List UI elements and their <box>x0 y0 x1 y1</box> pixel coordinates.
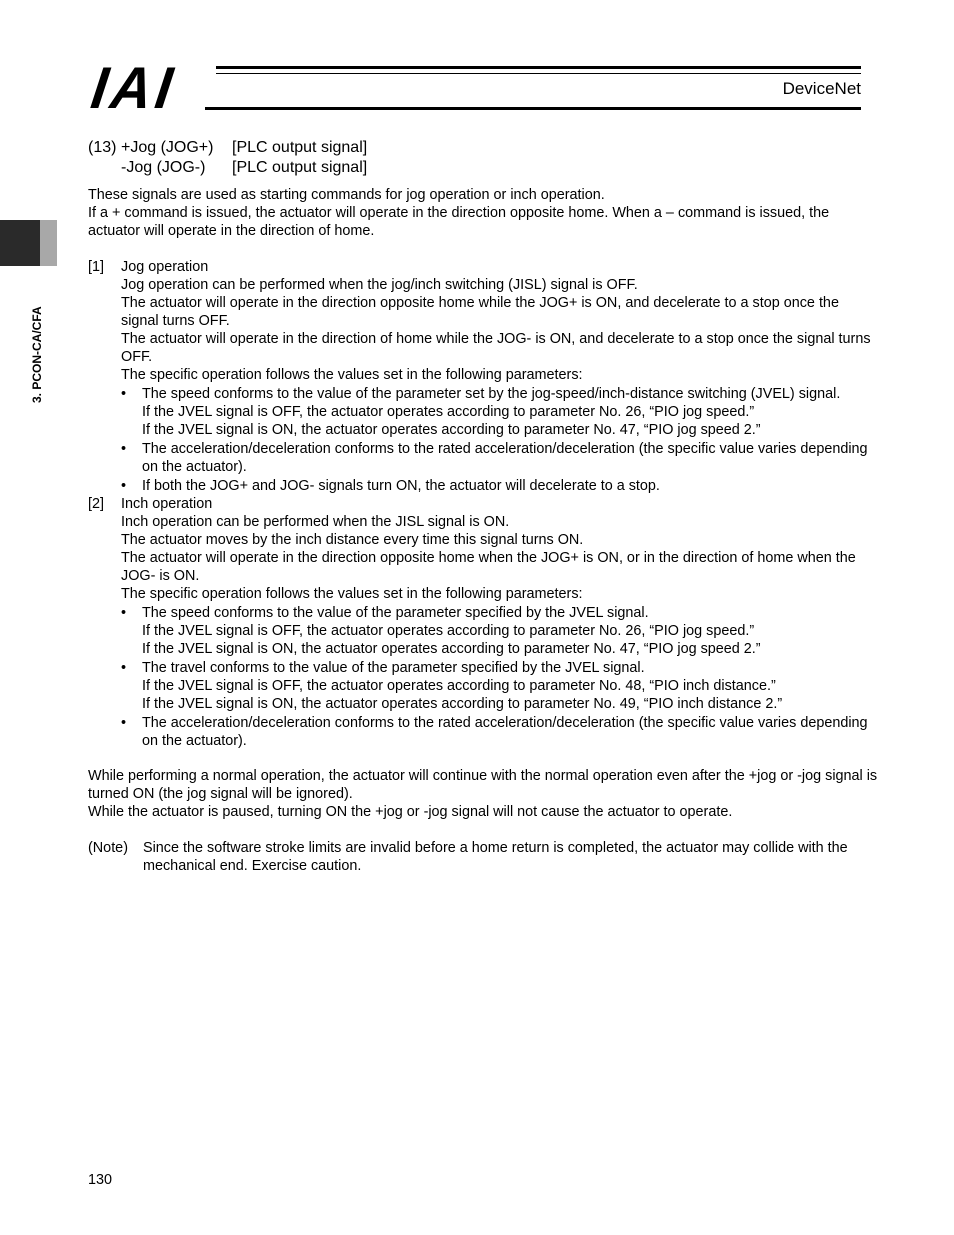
bullet-text: The travel conforms to the value of the parameter specified by the JVEL signal. <box>142 660 645 676</box>
bullet-icon: • <box>121 715 127 731</box>
list-item <box>121 714 878 750</box>
bullet-text: The acceleration/deceleration conforms to the rated acceleration/deceleration (the specific value varies depending on the actuator). <box>142 715 868 749</box>
section-signal-2: -Jog (JOG-) <box>121 159 206 176</box>
section-heading <box>88 138 878 178</box>
inch-operation-block <box>88 495 878 750</box>
page-content <box>88 138 878 875</box>
jog-tag: [1] <box>88 259 104 275</box>
inch-tag: [2] <box>88 496 104 512</box>
bullet-icon: • <box>121 478 127 494</box>
chapter-tab-dark <box>0 220 40 266</box>
closing-paragraph-1: While performing a normal operation, the actuator will continue with the normal operation even after the +jog or -jog signal is turned ON (the jog signal will be ignored). <box>88 768 878 802</box>
jog-line: Jog operation can be performed when the jog/inch switching (JISL) signal is OFF. <box>121 277 638 293</box>
bullet-text: If both the JOG+ and JOG- signals turn ON, the actuator will decelerate to a stop. <box>142 478 660 494</box>
list-item <box>121 440 878 476</box>
note-text: Since the software stroke limits are invalid before a home return is completed, the actuator may collide with the mechanical end. Exercise caution. <box>143 840 848 874</box>
bullet-subline: If the JVEL signal is ON, the actuator operates according to parameter No. 47, “PIO jog speed 2.” <box>142 422 761 438</box>
bullet-subline: If the JVEL signal is OFF, the actuator operates according to parameter No. 26, “PIO jog speed.” <box>142 623 755 639</box>
inch-title: Inch operation <box>121 496 213 512</box>
list-item <box>121 477 878 495</box>
bullet-subline: If the JVEL signal is ON, the actuator operates according to parameter No. 49, “PIO inch distance 2.” <box>142 696 783 712</box>
intro-paragraph-2: If a + command is issued, the actuator will operate in the direction opposite home. When a – command is issued, the actuator will operate in the direction of home. <box>88 205 830 239</box>
note-tag: (Note) <box>88 840 128 856</box>
inch-line: The specific operation follows the values set in the following parameters: <box>121 586 583 602</box>
chapter-tab-gray <box>40 220 57 266</box>
inch-line: The actuator will operate in the direction opposite home when the JOG+ is ON, or in the direction of home when the JOG- is ON. <box>121 550 856 584</box>
closing-paragraph-2: While the actuator is paused, turning ON the +jog or -jog signal will not cause the actuator to operate. <box>88 804 733 820</box>
bullet-subline: If the JVEL signal is ON, the actuator operates according to parameter No. 47, “PIO jog speed 2.” <box>142 641 761 657</box>
jog-bullet-list <box>121 385 878 495</box>
header-rule-top <box>216 66 861 69</box>
intro-paragraph-1: These signals are used as starting commands for jog operation or inch operation. <box>88 187 605 203</box>
bullet-icon: • <box>121 386 127 402</box>
bullet-text: The speed conforms to the value of the parameter specified by the JVEL signal. <box>142 605 649 621</box>
iai-logo: IAI <box>87 54 181 121</box>
bullet-text: The speed conforms to the value of the parameter set by the jog-speed/inch-distance switching (JVEL) signal. <box>142 386 841 402</box>
jog-title: Jog operation <box>121 259 209 275</box>
list-item <box>121 385 878 439</box>
header-rule-bottom <box>205 107 861 110</box>
jog-line: The actuator will operate in the direction opposite home while the JOG+ is ON, and decelerate to a stop once the signal turns OFF. <box>121 295 839 329</box>
jog-line: The actuator will operate in the direction of home while the JOG- is ON, and decelerate to a stop once the signal turns OFF. <box>121 331 871 365</box>
caution-note <box>88 839 878 875</box>
header-rule-thin <box>216 73 861 74</box>
bullet-icon: • <box>121 441 127 457</box>
section-number: (13) <box>88 139 117 156</box>
list-item <box>121 604 878 658</box>
bullet-icon: • <box>121 660 127 676</box>
section-signal-1: +Jog (JOG+) <box>121 139 214 156</box>
jog-operation-block <box>88 258 878 495</box>
section-type-2: [PLC output signal] <box>232 159 368 176</box>
bullet-text: The acceleration/deceleration conforms to the rated acceleration/deceleration (the specific value varies depending on the actuator). <box>142 441 868 475</box>
inch-line: Inch operation can be performed when the JISL signal is ON. <box>121 514 510 530</box>
bullet-subline: If the JVEL signal is OFF, the actuator operates according to parameter No. 48, “PIO inch distance.” <box>142 678 776 694</box>
jog-line: The specific operation follows the values set in the following parameters: <box>121 367 583 383</box>
inch-bullet-list <box>121 604 878 750</box>
inch-line: The actuator moves by the inch distance every time this signal turns ON. <box>121 532 584 548</box>
bullet-subline: If the JVEL signal is OFF, the actuator operates according to parameter No. 26, “PIO jog speed.” <box>142 404 755 420</box>
bullet-icon: • <box>121 605 127 621</box>
header-title: DeviceNet <box>782 79 861 98</box>
section-type-1: [PLC output signal] <box>232 139 368 156</box>
chapter-side-label: 3. PCON-CA/CFA <box>30 306 44 403</box>
list-item <box>121 659 878 713</box>
page-number: 130 <box>88 1172 113 1188</box>
